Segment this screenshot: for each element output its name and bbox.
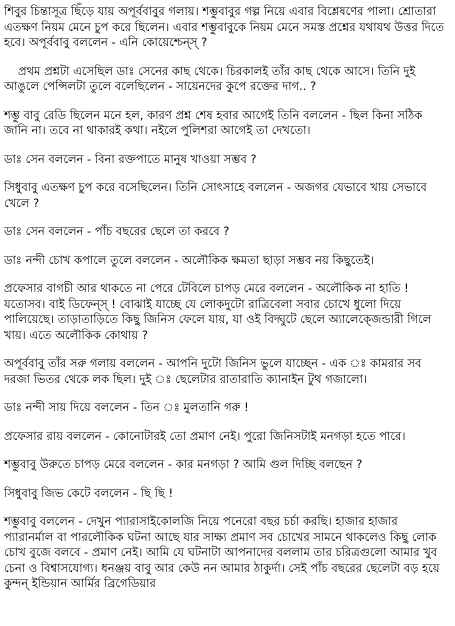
paragraph-gap xyxy=(4,387,449,400)
paragraph-gap xyxy=(4,444,449,457)
paragraph-gap xyxy=(4,501,449,514)
paragraph-5: সিধুবাবু এতক্ষণ চুপ করে বসেছিলেন। তিনি সোৎসাহে বললেন - অজগর যেভাবে খায় সেভাবে খেলে ? xyxy=(4,180,427,210)
paragraph-gap xyxy=(4,473,449,486)
paragraph-gap xyxy=(4,211,449,224)
paragraph-gap xyxy=(4,268,449,281)
paragraph-9: অপূর্ববাবু তাঁর সরু গলায় বললেন - আপনি দুটো জিনিস ভুলে যাচ্ছেন - এক ঃ কামরার সব দরজা ভিতর থেকে লক ছিল। দুই ঃ ছেলেটার রাতারাতি ক্যানাইন টুথ গজালো। xyxy=(4,356,422,386)
paragraph-gap xyxy=(4,139,449,152)
paragraph-10: ডাঃ নন্দী সায় দিয়ে বললেন - তিন ঃ মুলতানি গরু ! xyxy=(4,400,249,414)
paragraph-4: ডাঃ সেন বললেন - বিনা রক্তপাতে মানুষ খাওয়া সম্ভব ? xyxy=(4,151,257,166)
paragraph-gap xyxy=(4,416,449,429)
paragraph-6: ডাঃ সেন বললেন - পাঁচ বছরের ছেলে তা করবে ? xyxy=(4,224,230,238)
paragraph-gap xyxy=(4,51,449,64)
paragraph-12: শম্ভুবাবু উরুতে চাপড় মেরে বললেন - কার মনগড়া ? আমি গুল দিচ্ছি বলছেন ? xyxy=(4,457,363,471)
paragraph-gap xyxy=(4,167,449,180)
paragraph-1: শিবুর চিন্তাসূত্র ছিঁড়ে যায় অপূর্ববাবুর গলায়। শম্ভুবাবুর গল্প নিয়ে এবার বিশ্লেষণের পালা। শ্রোতারা এতক্ষণ নিয়ম মেনে চুপ করে ছিলেন। এবার শম্ভুবাবুকে নিয়ম মেনে সমস্ত প্রশ্নের যথাযথ উত্তর দিতে হবে। অপূর্ববাবু বললেন - এনি কোয়েশ্চেন্‌স্‌ ? xyxy=(4,4,445,49)
paragraph-7: ডাঃ নন্দী চোখ কপালে তুলে বললেন - অলৌকিক ক্ষমতা ছাড়া সম্ভব নয় কিছুতেই। xyxy=(4,252,375,267)
paragraph-2: প্রথম প্রশ্নটা এসেছিল ডাঃ সেনের কাছ থেকে। চিরকালই তাঁর কাছ থেকে আসে। তিনি দুই আঙুলে পেন্সিলটা তুলে বলেছিলেন - সায়েনদের কুপে রক্তের দাগ.. ? xyxy=(4,63,416,93)
paragraph-gap xyxy=(4,343,449,356)
paragraph-gap xyxy=(4,240,449,253)
paragraph-3: শম্ভু বাবু রেডি ছিলেন মনে হল, কারণ প্রশ্ন শেষ হবার আগেই তিনি বললেন - ছিল কিনা সঠিক জানি না। তবে না থাকারই কথা। নইলে পুলিশরা আগেই তা দেখতো। xyxy=(4,107,423,137)
paragraph-11: প্রফেসার রায় বললেন - কোনোটারই তো প্রমাণ নেই। পুরো জিনিসটাই মনগড়া হতে পারে। xyxy=(4,428,406,443)
paragraph-gap xyxy=(4,95,449,108)
paragraph-13: সিধুবাবু জিভ কেটে বললেন - ছি ছি ! xyxy=(4,485,174,500)
paragraph-14: শম্ভুবাবু বললেন - দেখুন প্যারাসাইকোলজি নিয়ে পনেরো বছর চর্চা করছি। হাজার হাজার প্যারানর্মাল বা পারলৌকিক ঘটনা আছে যার সাক্ষ্য প্রমাণ সব চোখের সামনে থাকলেও কিছু লোক চোখ বুজে বলবে - প্রমাণ নেই। আমি যে ঘটনাটা আপনাদের বললাম তার চরিত্রগুলো আমার খুব চেনা ও বিশ্বাসযোগ্য। ধনঞ্জয় বাবু আর কেউ নন আমার ঠাকুর্দা। সেই পাঁচ বছরের ছেলেটা বড় হয়ে কুন্দন্‌ ইন্ডিয়ান আর্মির ব্রিগেডিয়ার xyxy=(4,514,440,590)
paragraph-8: প্রফেসার বাগচী আর থাকতে না পেরে টেবিলে চাপড় মেরে বললেন - অলৌকিক না হাতি ! যতোসব। বাই ডিফেন্স্‌ ! বোঝাই যাচ্ছে যে লোকদুটো রাত্রিবেলা সবার চোখে ধুলো দিয়ে পালিয়েছে। তাড়াতাড়িতে কিছু জিনিস ফেলে যায়, যা ওই বিদ্ঘুটে ছেলে অ্যালেক্জেন্ডারী গিলে খায়। এতে অলৌকিক কোথায় ? xyxy=(4,281,432,342)
